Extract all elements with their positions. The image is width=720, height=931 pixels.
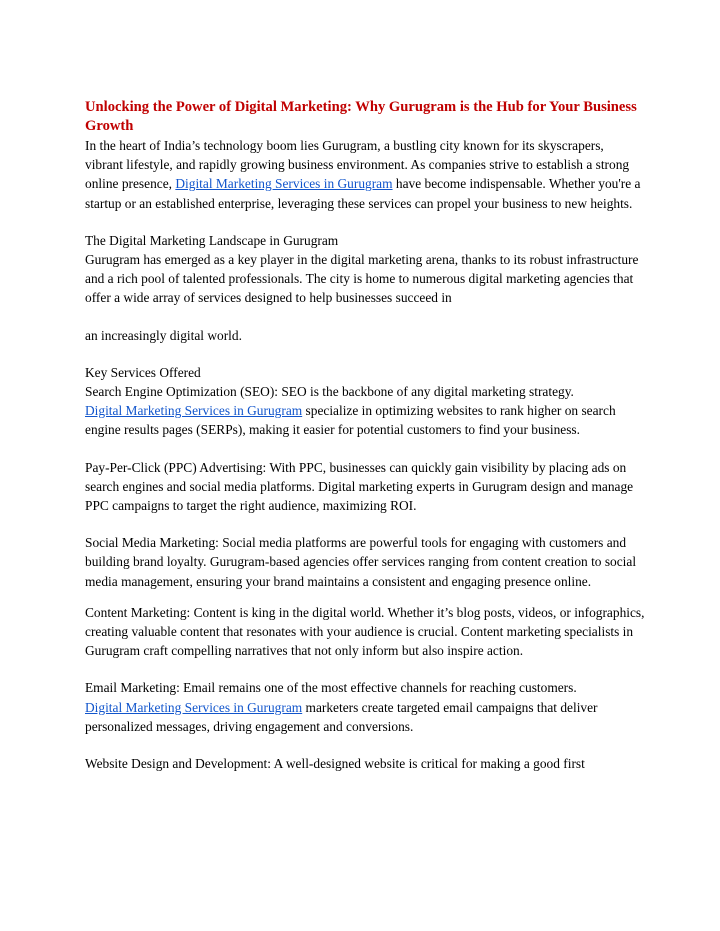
document-page bbox=[85, 98, 645, 773]
content-marketing-paragraph: Content Marketing: Content is king in the digital world. Whether it’s blog posts, videos, or infographics, creating valuable content that resonates with your audience is crucial. Content marketing specialists in Gurugram craft compelling narratives that not only inform but also inspire action. bbox=[85, 604, 645, 659]
intro-paragraph bbox=[85, 136, 645, 213]
landscape-paragraph-end: an increasingly digital world. bbox=[85, 327, 242, 343]
landscape-heading: The Digital Marketing Landscape in Gurugram bbox=[85, 232, 339, 248]
services-link-3[interactable]: Digital Marketing Services in Gurugram bbox=[85, 699, 303, 715]
services-link-1[interactable]: Digital Marketing Services in Gurugram bbox=[175, 176, 393, 192]
smm-paragraph: Social Media Marketing: Social media platforms are powerful tools for engaging with customers and building brand loyalty. Gurugram-based agencies offer services ranging from content creation to social media management, ensuring your brand maintains a consistent and engaging presence online. bbox=[85, 535, 637, 589]
email-intro: Email Marketing: Email remains one of the most effective channels for reaching customers. bbox=[85, 680, 577, 696]
ppc-paragraph: Pay-Per-Click (PPC) Advertising: With PPC, businesses can quickly gain visibility by placing ads on search engines and social media platforms. Digital marketing experts in Gurugram design and manage PPC campaigns to target the right audience, maximizing ROI. bbox=[85, 459, 634, 514]
document-title: Unlocking the Power of Digital Marketing: Why Gurugram is the Hub for Your Business Growth bbox=[85, 99, 637, 134]
landscape-paragraph: Gurugram has emerged as a key player in the digital marketing arena, thanks to its robust infrastructure and a rich pool of talented professionals. The city is home to numerous digital marketing agencies that offer a wide array of services designed to help businesses succeed in bbox=[85, 252, 639, 306]
intro-text-after: have become indispensable. Whether you're a startup or an established enterprise, leveraging these services can propel your business to new heights. bbox=[85, 176, 641, 211]
seo-paragraph bbox=[85, 382, 645, 440]
email-paragraph bbox=[85, 678, 645, 736]
seo-intro: Search Engine Optimization (SEO): SEO is the backbone of any digital marketing strategy. bbox=[85, 384, 574, 400]
services-link-2[interactable]: Digital Marketing Services in Gurugram bbox=[85, 403, 303, 419]
services-heading: Key Services Offered bbox=[85, 364, 201, 380]
web-design-paragraph: Website Design and Development: A well-designed website is critical for making a good first bbox=[85, 756, 585, 772]
seo-text-after: specialize in optimizing websites to rank higher on search engine results pages (SERPs), making it easier for potential customers to find your business. bbox=[85, 403, 616, 438]
email-text-after: marketers create targeted email campaigns that deliver personalized messages, driving engagement and conversions. bbox=[85, 699, 598, 734]
intro-text-before: In the heart of India’s technology boom lies Gurugram, a bustling city known for its skyscrapers, vibrant lifestyle, and rapidly growing business environment. As companies strive to establish a strong online presence, bbox=[85, 138, 630, 192]
